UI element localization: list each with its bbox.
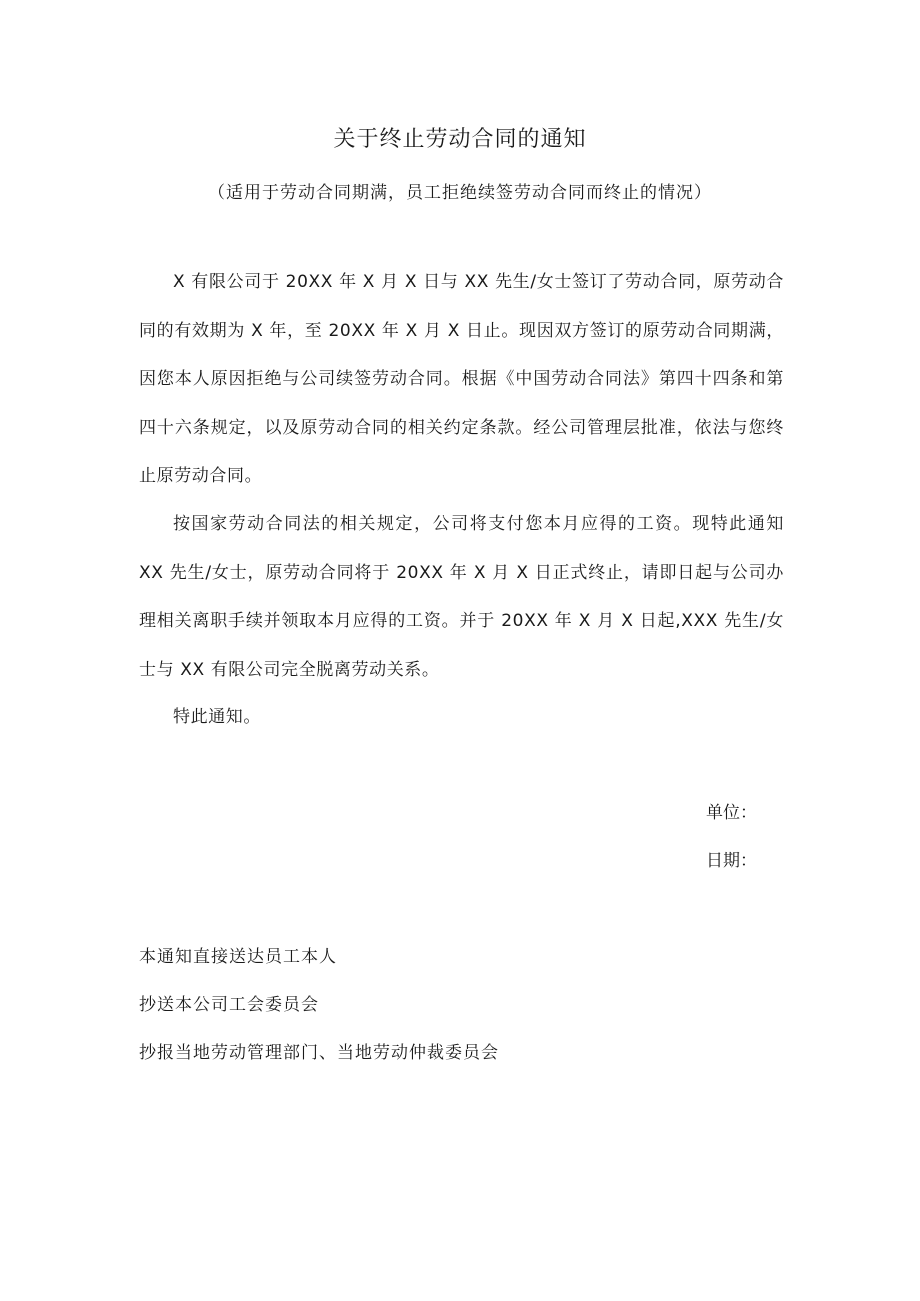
closing-line: 特此通知。	[173, 707, 261, 727]
body-paragraph-2: 按国家劳动合同法的相关规定，公司将支付您本月应得的工资。现特此通知 XX 先生/女士，原劳动合同将于 20XX 年 X 月 X 日正式终止，请即日起与公司办理相关离职手续并领取本月应得的工资。并于 20XX 年 X 月 X 日起,XXX 先生/女士与 XX 有限公司完全脱离劳动关系。	[139, 514, 784, 680]
signature-date-label: 日期：	[706, 851, 757, 871]
distribution-line-3: 抄报当地劳动管理部门、当地劳动仲裁委员会	[139, 1043, 499, 1063]
body-paragraph-1: X 有限公司于 20XX 年 X 月 X 日与 XX 先生/女士签订了劳动合同，原劳动合同的有效期为 X 年，至 20XX 年 X 月 X 日止。现因双方签订的原劳动合同期满，因您本人原因拒绝与公司续签劳动合同。根据《中国劳动合同法》第四十四条和第四十六条规定，以及原劳动合同的相关约定条款。经公司管理层批准，依法与您终止原劳动合同。	[139, 272, 784, 486]
document-subtitle: （适用于劳动合同期满，员工拒绝续签劳动合同而终止的情况）	[208, 183, 712, 203]
distribution-line-1: 本通知直接送达员工本人	[139, 947, 337, 967]
document-title: 关于终止劳动合同的通知	[333, 127, 587, 152]
signature-unit-label: 单位：	[706, 803, 757, 823]
distribution-line-2: 抄送本公司工会委员会	[139, 995, 319, 1015]
